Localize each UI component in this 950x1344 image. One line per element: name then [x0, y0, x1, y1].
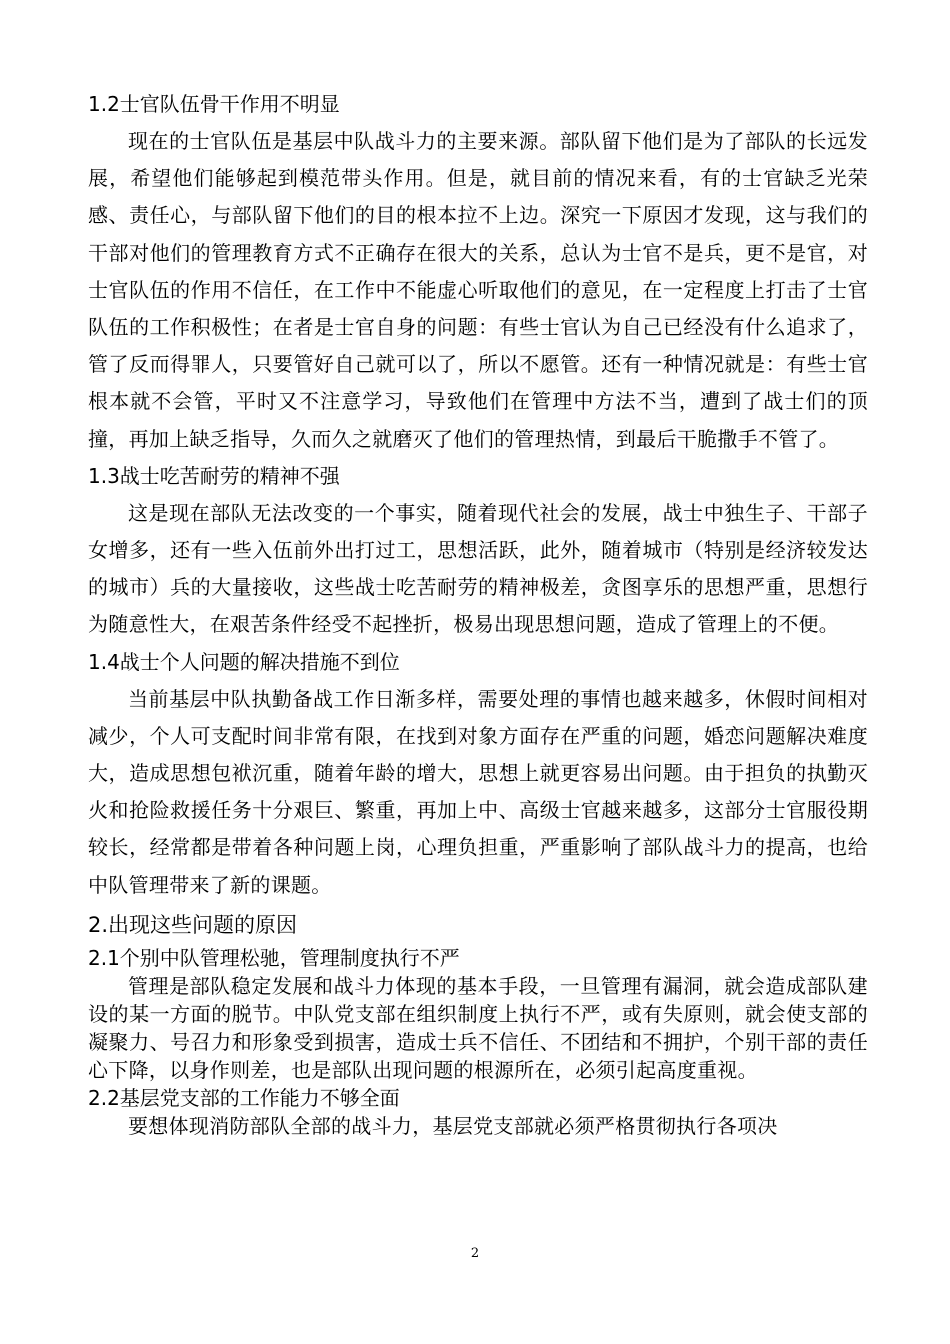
document-page [88, 86, 868, 1140]
section-paragraph: 要想体现消防部队全部的战斗力，基层党支部就必须严格贯彻执行各项决 [128, 1113, 778, 1138]
section-heading: 1.4战士个人问题的解决措施不到位 [88, 649, 400, 674]
section-1-2 [88, 86, 868, 458]
section-paragraph: 现在的士官队伍是基层中队战斗力的主要来源。部队留下他们是为了部队的长远发展，希望他们能够起到模范带头作用。但是，就目前的情况来看，有的士官缺乏光荣感、责任心，与部队留下他们的目的根本拉不上边。深究一下原因才发现，这与我们的干部对他们的管理教育方式不正确存在很大的关系，总认为士官不是兵，更不是官，对士官队伍的作用不信任，在工作中不能虚心听取他们的意见，在一定程度上打击了士官队伍的工作积极性；在者是士官自身的问题：有些士官认为自己已经没有什么追求了，管了反而得罪人，只要管好自己就可以了，所以不愿管。还有一种情况就是：有些士官根本就不会管，平时又不注意学习，导致他们在管理中方法不当，遭到了战士们的顶撞，再加上缺乏指导，久而久之就磨灭了他们的管理热情，到最后干脆撒手不管了。 [88, 129, 868, 451]
chapter-heading: 2.出现这些问题的原因 [88, 912, 298, 937]
page-number: 2 [470, 1246, 480, 1261]
section-heading: 1.2士官队伍骨干作用不明显 [88, 92, 340, 116]
chapter-2 [88, 906, 868, 1140]
section-paragraph: 这是现在部队无法改变的一个事实，随着现代社会的发展，战士中独生子、干部子女增多，还有一些入伍前外出打过工，思想活跃，此外，随着城市（特别是经济较发达的城市）兵的大量接收，这些战士吃苦耐劳的精神极差，贪图享乐的思想严重，思想行为随意性大，在艰苦条件经受不起挫折，极易出现思想问题，造成了管理上的不便。 [88, 500, 868, 637]
section-paragraph: 当前基层中队执勤备战工作日渐多样，需要处理的事情也越来越多，休假时间相对减少，个人可支配时间非常有限，在找到对象方面存在严重的问题，婚恋问题解决难度大，造成思想包袱沉重，随着年龄的增大，思想上就更容易出问题。由于担负的执勤灭火和抢险救援任务十分艰巨、繁重，再加上中、高级士官越来越多，这部分士官服役期较长，经常都是带着各种问题上岗，心理负担重，严重影响了部队战斗力的提高，也给中队管理带来了新的课题。 [88, 686, 868, 897]
section-paragraph: 管理是部队稳定发展和战斗力体现的基本手段，一旦管理有漏洞，就会造成部队建设的某一方面的脱节。中队党支部在组织制度上执行不严，或有失原则，就会使支部的凝聚力、号召力和形象受到损害，造成士兵不信任、不团结和不拥护，个别干部的责任心下降，以身作则差，也是部队出现问题的根源所在，必须引起高度重视。 [88, 973, 868, 1082]
section-1-3 [88, 458, 868, 644]
section-heading: 2.2基层党支部的工作能力不够全面 [88, 1085, 400, 1110]
section-1-4 [88, 644, 868, 904]
section-heading: 2.1个别中队管理松驰，管理制度执行不严 [88, 945, 460, 970]
section-heading: 1.3战士吃苦耐劳的精神不强 [88, 463, 340, 488]
